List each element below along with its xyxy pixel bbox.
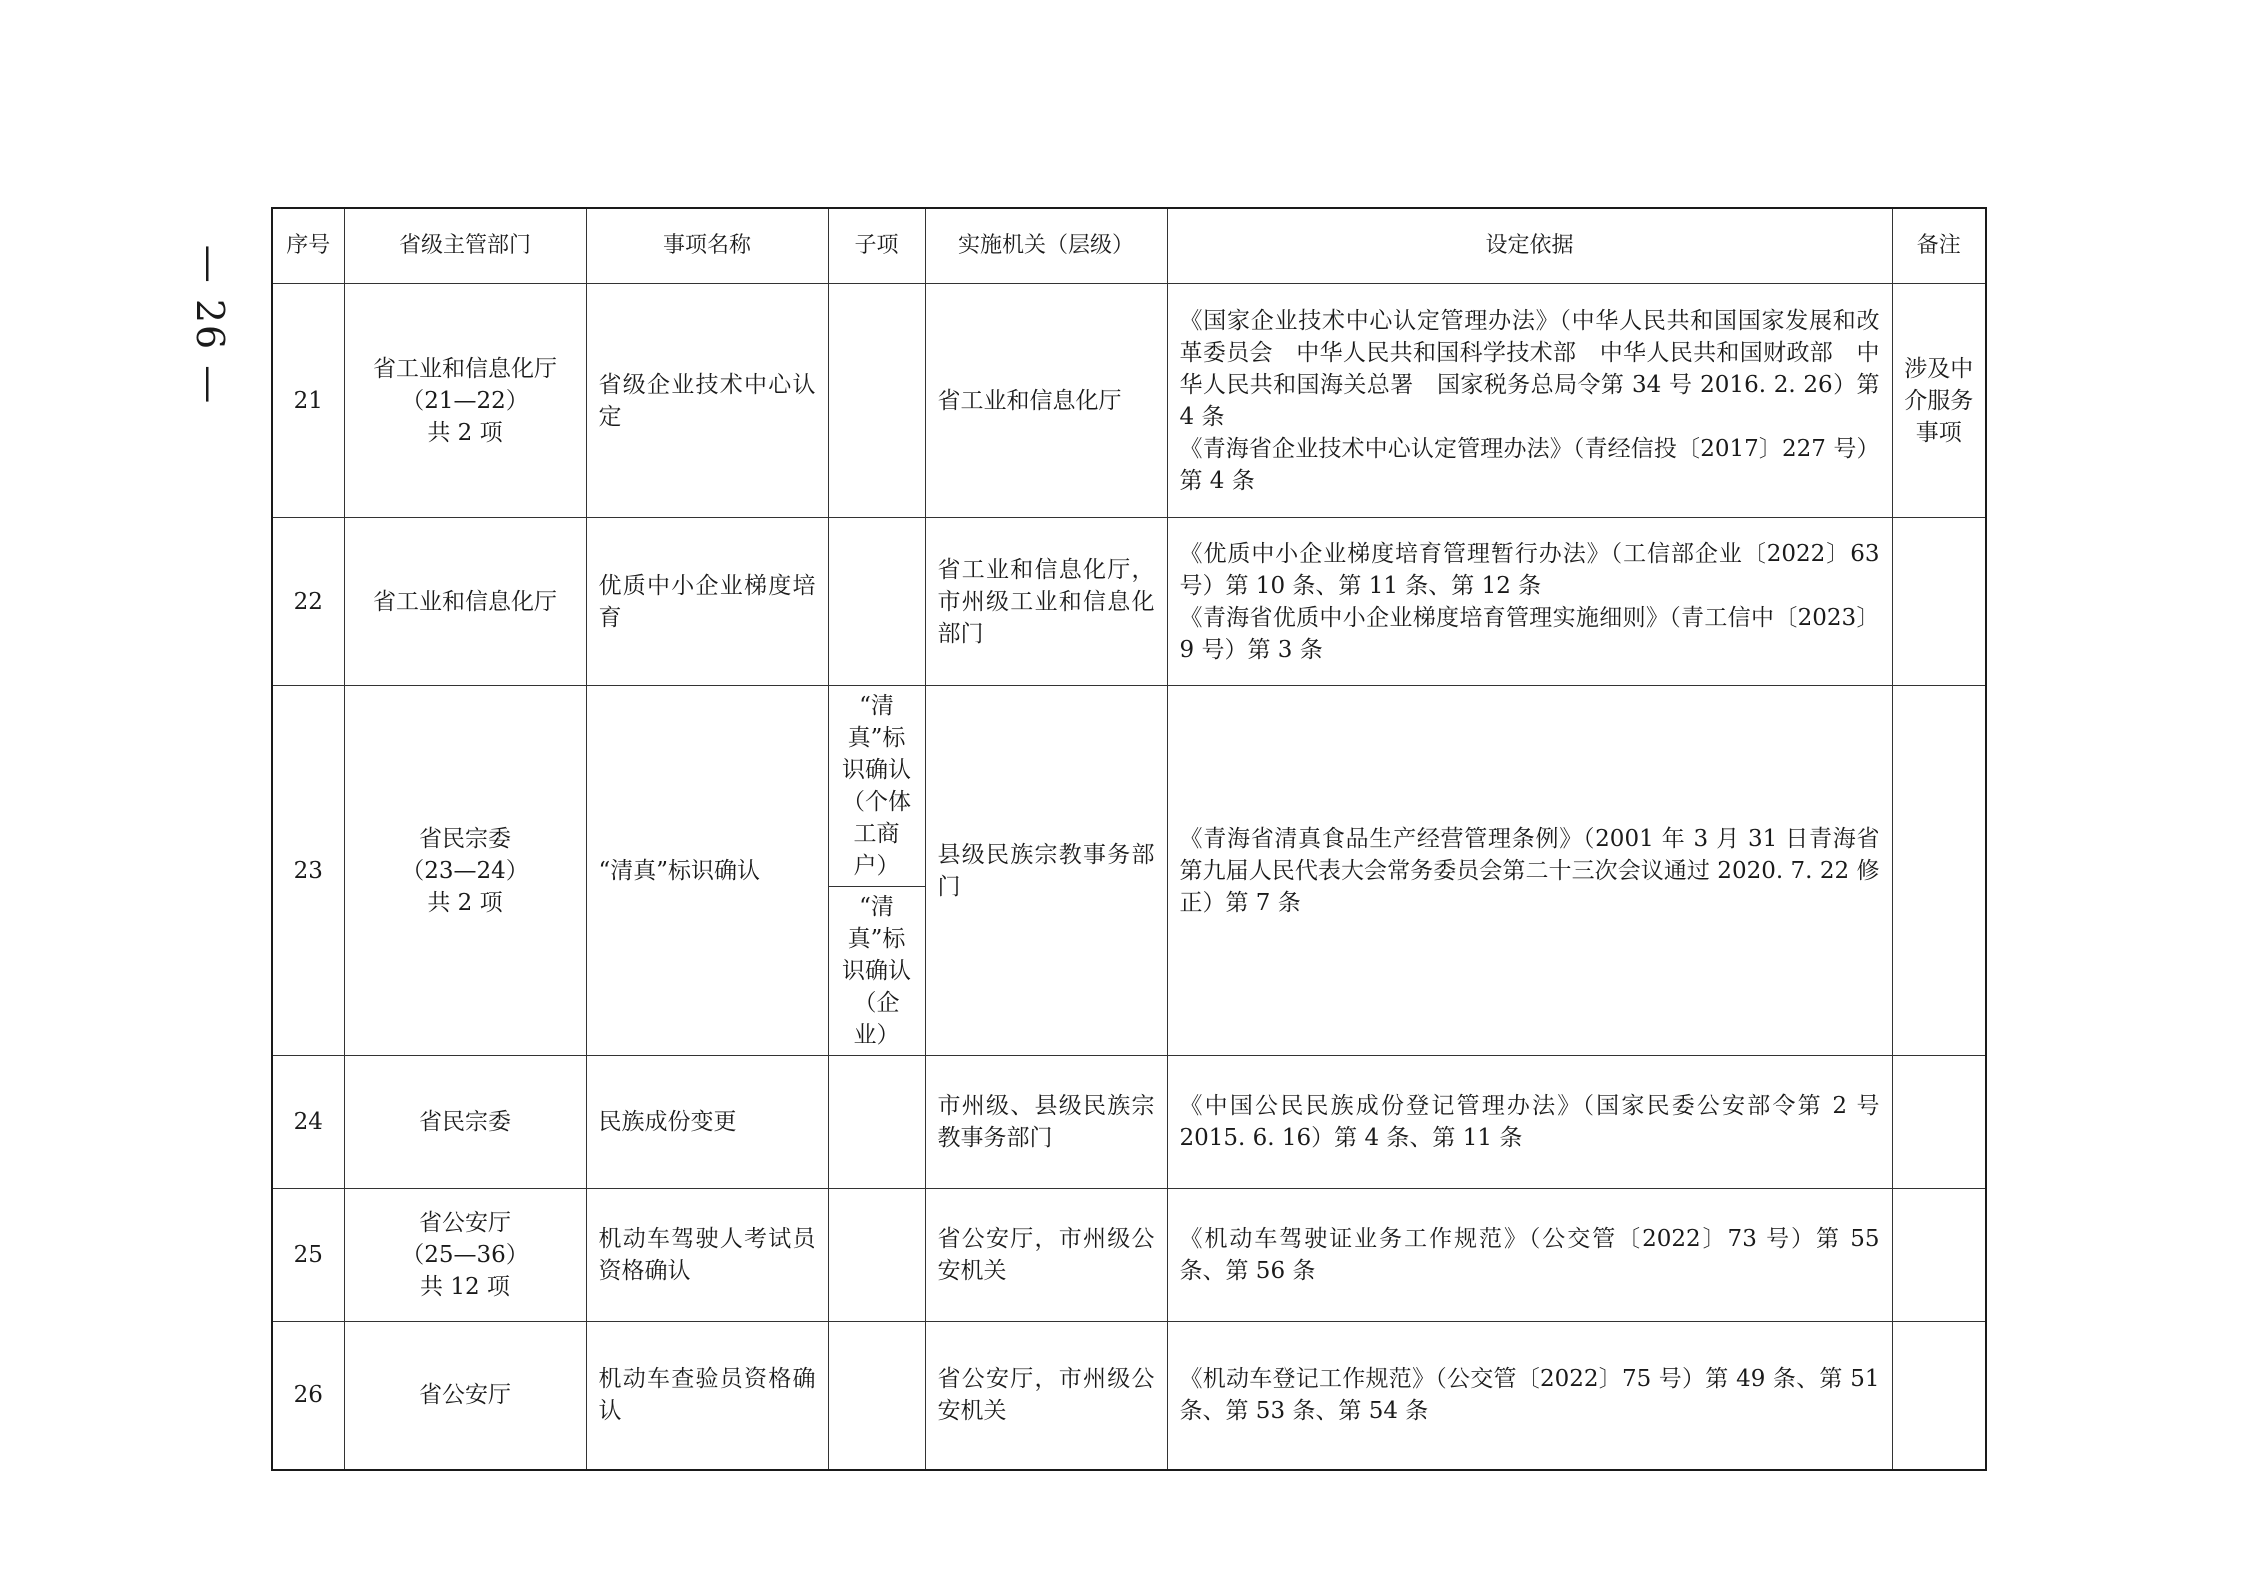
agency-cell: 县级民族宗教事务部门 (925, 686, 1167, 1056)
dept-line: （25—36） (401, 1242, 529, 1268)
dept-cell (344, 1056, 586, 1189)
note-cell (1892, 686, 1986, 1056)
page-number-text: — 26 — (188, 244, 232, 406)
header-basis: 设定依据 (1167, 208, 1892, 284)
agency-cell: 省工业和信息化厅，市州级工业和信息化部门 (925, 518, 1167, 686)
header-seq: 序号 (272, 208, 344, 284)
sub-cell (828, 1322, 925, 1470)
seq-cell: 26 (272, 1322, 344, 1470)
basis-cell (1167, 686, 1892, 1056)
basis-cell (1167, 1189, 1892, 1322)
header-sub: 子项 (828, 208, 925, 284)
agency-cell: 省公安厅，市州级公安机关 (925, 1322, 1167, 1470)
dept-line: （23—24） (401, 857, 529, 884)
item-cell: “清真”标识确认 (586, 686, 828, 1056)
agency-cell: 市州级、县级民族宗教事务部门 (925, 1056, 1167, 1189)
note-cell (1892, 518, 1986, 686)
table-row (272, 1056, 1986, 1189)
table-row (272, 284, 1986, 518)
header-row (272, 208, 1986, 284)
header-dept: 省级主管部门 (344, 208, 586, 284)
dept-line: （21—22） (401, 387, 529, 414)
basis-line: 《青海省清真食品生产经营管理条例》（2001 年 3 月 31 日青海省第九届人民代表大会常务委员会第二十三次会议通过 2020. 7. 22 修正）第 7 条 (1179, 825, 1880, 916)
item-cell: 机动车驾驶人考试员资格确认 (586, 1189, 828, 1322)
item-cell: 民族成份变更 (586, 1056, 828, 1189)
dept-cell (344, 686, 586, 1056)
dept-line: 省工业和信息化厅 (373, 588, 557, 615)
sub-cell (828, 1189, 925, 1322)
table-row (272, 1322, 1986, 1470)
basis-line: 《国家企业技术中心认定管理办法》（中华人民共和国国家发展和改革委员会 中华人民共和国科学技术部 中华人民共和国财政部 中华人民共和国海关总署 国家税务总局令第 34 号 2016. 2. 26）第 4 条 (1179, 307, 1880, 430)
dept-line: 省公安厅 (419, 1210, 511, 1236)
item-cell: 机动车查验员资格确认 (586, 1322, 828, 1470)
agency-cell: 省工业和信息化厅 (925, 284, 1167, 518)
dept-line: 共 12 项 (420, 1274, 510, 1300)
basis-line: 《优质中小企业梯度培育管理暂行办法》（工信部企业〔2022〕63 号）第 10 条、第 11 条、第 12 条 (1179, 540, 1880, 599)
header-item: 事项名称 (586, 208, 828, 284)
sub-cell (828, 1056, 925, 1189)
basis-cell (1167, 518, 1892, 686)
header-note: 备注 (1892, 208, 1986, 284)
dept-line: 省工业和信息化厅 (373, 355, 557, 382)
dept-line: 省民宗委 (419, 1109, 511, 1135)
sub-cell (828, 284, 925, 518)
items-table (271, 207, 1987, 1471)
table-row (272, 1189, 1986, 1322)
seq-cell: 23 (272, 686, 344, 1056)
dept-line: 共 2 项 (427, 889, 503, 916)
dept-cell (344, 284, 586, 518)
sub-cell (828, 518, 925, 686)
seq-cell: 22 (272, 518, 344, 686)
header-agency: 实施机关（层级） (925, 208, 1167, 284)
basis-line: 《中国公民民族成份登记管理办法》（国家民委公安部令第 2 号 2015. 6. 16）第 4 条、第 11 条 (1179, 1093, 1880, 1151)
dept-line: 省民宗委 (419, 825, 511, 852)
subitem-cell: “清真”标识确认（个体工商户） (828, 686, 925, 887)
dept-cell (344, 518, 586, 686)
page-number (190, 245, 230, 405)
seq-cell: 21 (272, 284, 344, 518)
dept-cell (344, 1189, 586, 1322)
dept-cell (344, 1322, 586, 1470)
dept-line: 共 2 项 (427, 419, 503, 446)
seq-cell: 25 (272, 1189, 344, 1322)
note-cell (1892, 1322, 1986, 1470)
dept-line: 省公安厅 (419, 1382, 511, 1409)
table-row (272, 518, 1986, 686)
basis-line: 《机动车驾驶证业务工作规范》（公交管〔2022〕73 号）第 55 条、第 56 条 (1179, 1226, 1880, 1284)
note-cell (1892, 1056, 1986, 1189)
item-cell: 优质中小企业梯度培育 (586, 518, 828, 686)
item-cell: 省级企业技术中心认定 (586, 284, 828, 518)
basis-cell (1167, 284, 1892, 518)
basis-line: 《青海省企业技术中心认定管理办法》（青经信投〔2017〕227 号）第 4 条 (1179, 435, 1880, 494)
subitem-cell: “清真”标识确认（企业） (828, 887, 925, 1056)
agency-cell: 省公安厅，市州级公安机关 (925, 1189, 1167, 1322)
seq-cell: 24 (272, 1056, 344, 1189)
note-cell (1892, 1189, 1986, 1322)
note-cell: 涉及中介服务事项 (1892, 284, 1986, 518)
basis-line: 《青海省优质中小企业梯度培育管理实施细则》（青工信中〔2023〕9 号）第 3 条 (1179, 604, 1880, 663)
table-row (272, 686, 1986, 887)
basis-line: 《机动车登记工作规范》（公交管〔2022〕75 号）第 49 条、第 51 条、第 53 条、第 54 条 (1179, 1366, 1880, 1425)
basis-cell (1167, 1322, 1892, 1470)
basis-cell (1167, 1056, 1892, 1189)
